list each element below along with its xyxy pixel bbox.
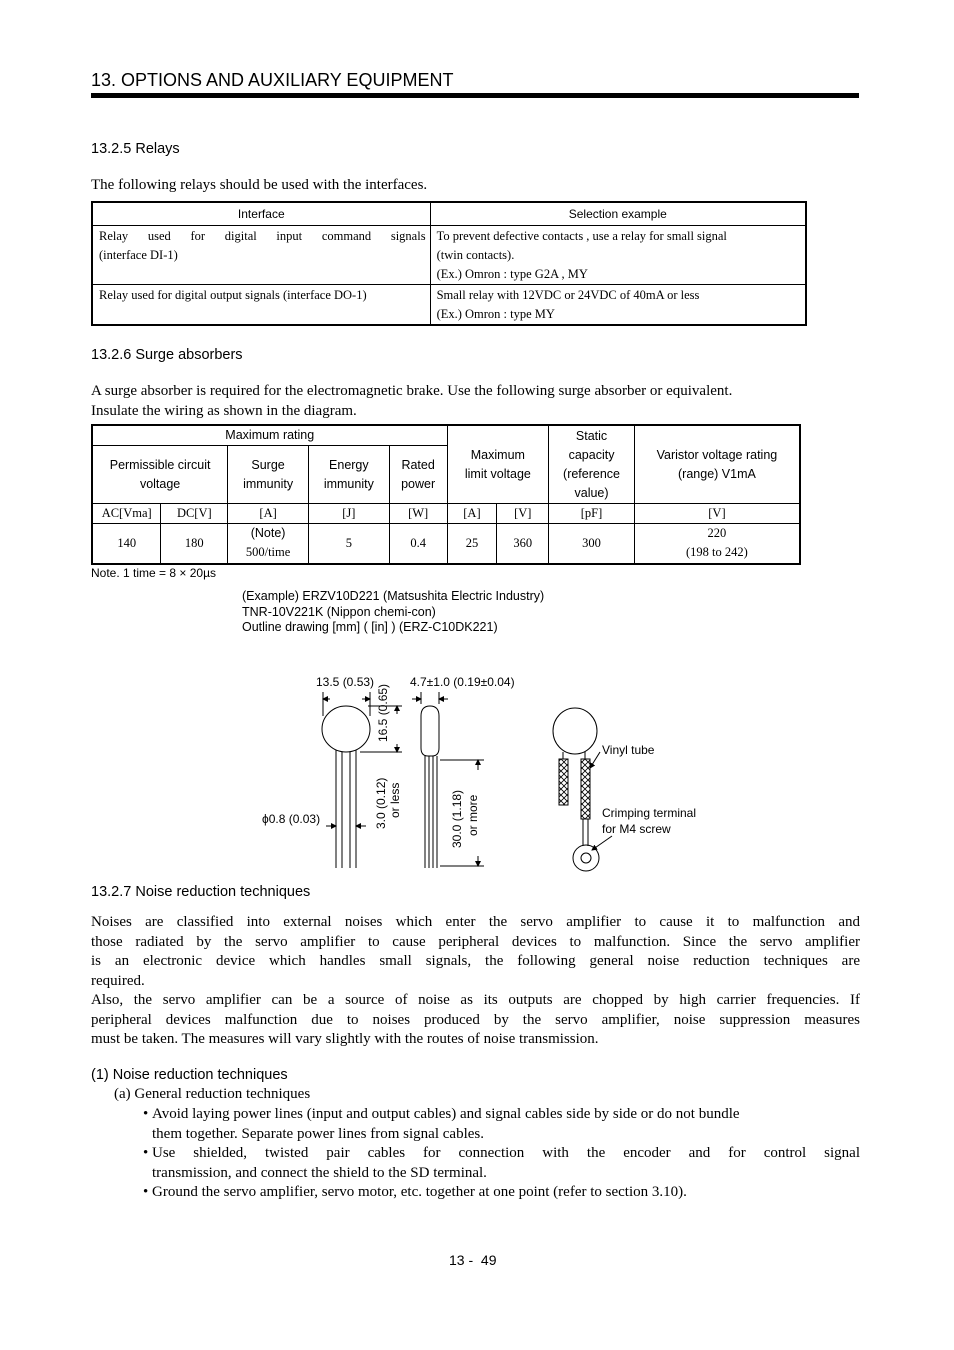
value-dc: 180: [161, 524, 228, 564]
surge-value: 500/time: [245, 545, 291, 560]
header-text: Permissible circuit voltage: [109, 457, 211, 491]
crimp-terminal-label-2: for M4 screw: [602, 822, 671, 836]
dim-lead-length-label-2: or more: [466, 794, 480, 836]
relays-intro: The following relays should be used with the interfaces.: [91, 177, 428, 193]
para-line: Noises are classified into external noises which enter the servo amplifier to cause it to malfunction and: [91, 914, 860, 930]
value-energy: 5: [308, 524, 389, 564]
header-text: capacity: [568, 447, 615, 462]
list-item-line: transmission, and connect the shield to the SD terminal.: [152, 1164, 487, 1181]
bullet-mark: •: [143, 1106, 149, 1122]
dim-lead-diameter-label: ϕ0.8 (0.03): [262, 812, 321, 826]
cell-text: (Ex.) Omron : type G2A , MY: [436, 267, 588, 281]
para-line: must be taken. The measures will vary slightly with the routes of noise transmission.: [91, 1031, 599, 1047]
relays-heading: 13.2.5 Relays: [91, 141, 180, 157]
value-limit-v: 360: [497, 524, 549, 564]
example-line: (Example) ERZV10D221 (Matsushita Electric Industry): [242, 589, 545, 603]
header-text: Surge immunity: [243, 457, 294, 491]
dim-lead-length-label: 30.0 (1.18): [450, 789, 464, 848]
vinyl-tube-label: Vinyl tube: [602, 743, 655, 757]
value-limit-a: 25: [447, 524, 497, 564]
unit-cell: [V]: [497, 504, 549, 524]
dim-height-label: 16.5 (0.65): [376, 683, 390, 742]
example-line: Outline drawing [mm] ( [in] ) (ERZ-C10DK221): [242, 620, 498, 634]
unit-cell: [A]: [447, 504, 497, 524]
page-number: 13 - 49: [449, 1252, 497, 1268]
varistor-side-view: [412, 692, 484, 868]
para-line: Also, the servo amplifier can be a source of noise as its outputs are chopped by high carrier frequencies. If: [91, 992, 860, 1008]
header-text: Rated power: [401, 457, 436, 491]
cell-text: (interface DI-1): [99, 248, 178, 262]
varistor-wired-example: [553, 708, 612, 871]
example-line: TNR-10V221K (Nippon chemi-con): [242, 604, 436, 619]
unit-cell: [J]: [308, 504, 389, 524]
bullet-mark: •: [143, 1145, 149, 1161]
noise-heading: 13.2.7 Noise reduction techniques: [91, 884, 311, 900]
header-text: Energy immunity: [323, 457, 374, 491]
header-text: value): [574, 485, 609, 500]
noise-paragraph-1: [91, 913, 860, 1050]
list-item: [143, 1105, 860, 1144]
header-selection: Selection example: [430, 202, 806, 226]
dim-lead-spacing-label: 3.0 (0.12): [374, 777, 388, 829]
list-item: [143, 1183, 860, 1203]
surge-note-ref: (Note): [250, 526, 286, 541]
header-interface: Interface: [92, 202, 430, 226]
surge-note: Note. 1 time = 8 × 20µs: [91, 566, 216, 580]
bullet-list: [143, 1105, 860, 1203]
value-static: 300: [549, 524, 635, 564]
unit-cell: [V]: [634, 504, 800, 524]
unit-cell: [A]: [228, 504, 309, 524]
cell-text: (Ex.) Omron : type MY: [436, 307, 555, 321]
surge-heading: 13.2.6 Surge absorbers: [91, 347, 243, 363]
varistor-front-view: [322, 692, 402, 868]
cell-text: Relay used for digital input command signals: [99, 229, 426, 243]
surge-intro-line: A surge absorber is required for the electromagnetic brake. Use the following surge absorber or equivalent.: [91, 383, 733, 399]
header-text: (reference: [563, 466, 621, 481]
dim-width-label: 13.5 (0.53): [316, 675, 375, 689]
unit-cell: [pF]: [549, 504, 635, 524]
unit-cell: DC[V]: [161, 504, 228, 524]
header-max-rating: Maximum rating: [92, 425, 447, 446]
header-text: Static: [575, 428, 608, 443]
unit-cell: [W]: [389, 504, 447, 524]
cell-text: Relay used for digital output signals (interface DO-1): [99, 288, 367, 302]
header-text: Maximum limit voltage: [464, 447, 531, 481]
list-item-line: them together. Separate power lines from signal cables.: [152, 1125, 484, 1142]
cell-text: (twin contacts).: [436, 248, 515, 262]
list-item-line: Use shielded, twisted pair cables for connection with the encoder and for control signal: [152, 1145, 860, 1161]
cell-text: To prevent defective contacts , use a relay for small signal: [436, 229, 727, 243]
surge-intro-line: Insulate the wiring as shown in the diagram.: [91, 402, 357, 419]
noise-subheading-a: (a) General reduction techniques: [114, 1086, 311, 1102]
para-line: is an electronic device which handles small signals, the following general noise reduction techniques are: [91, 953, 860, 969]
para-line: required.: [91, 972, 145, 989]
bullet-mark: •: [143, 1184, 149, 1200]
list-item-line: Ground the servo amplifier, servo motor, etc. together at one point (refer to section 3.10).: [152, 1184, 687, 1200]
value-ac: 140: [92, 524, 161, 564]
cell-text: Small relay with 12VDC or 24VDC of 40mA or less: [436, 288, 700, 302]
list-item: [143, 1144, 860, 1183]
value-rated: 0.4: [389, 524, 447, 564]
varistor-value: 220: [707, 526, 727, 541]
list-item-line: Avoid laying power lines (input and output cables) and signal cables side by side or do not bundle: [152, 1106, 740, 1122]
dim-lead-spacing-label-2: or less: [388, 782, 402, 818]
para-line: peripheral devices malfunction due to noises produced by the servo amplifier, noise suppression measures: [91, 1011, 860, 1028]
chapter-title: 13. OPTIONS AND AUXILIARY EQUIPMENT: [91, 70, 454, 90]
crimp-terminal-label: Crimping terminal: [602, 806, 697, 820]
para-line: those radiated by the servo amplifier to cause peripheral devices to malfunction. Since the servo amplifier: [91, 933, 860, 950]
dim-thickness-label: 4.7±1.0 (0.19±0.04): [410, 675, 515, 689]
noise-subheading: (1) Noise reduction techniques: [91, 1067, 288, 1083]
header-text: Varistor voltage rating (range) V1mA: [656, 447, 778, 481]
unit-cell: AC[Vma]: [92, 504, 161, 524]
varistor-range: (198 to 242): [686, 545, 748, 560]
